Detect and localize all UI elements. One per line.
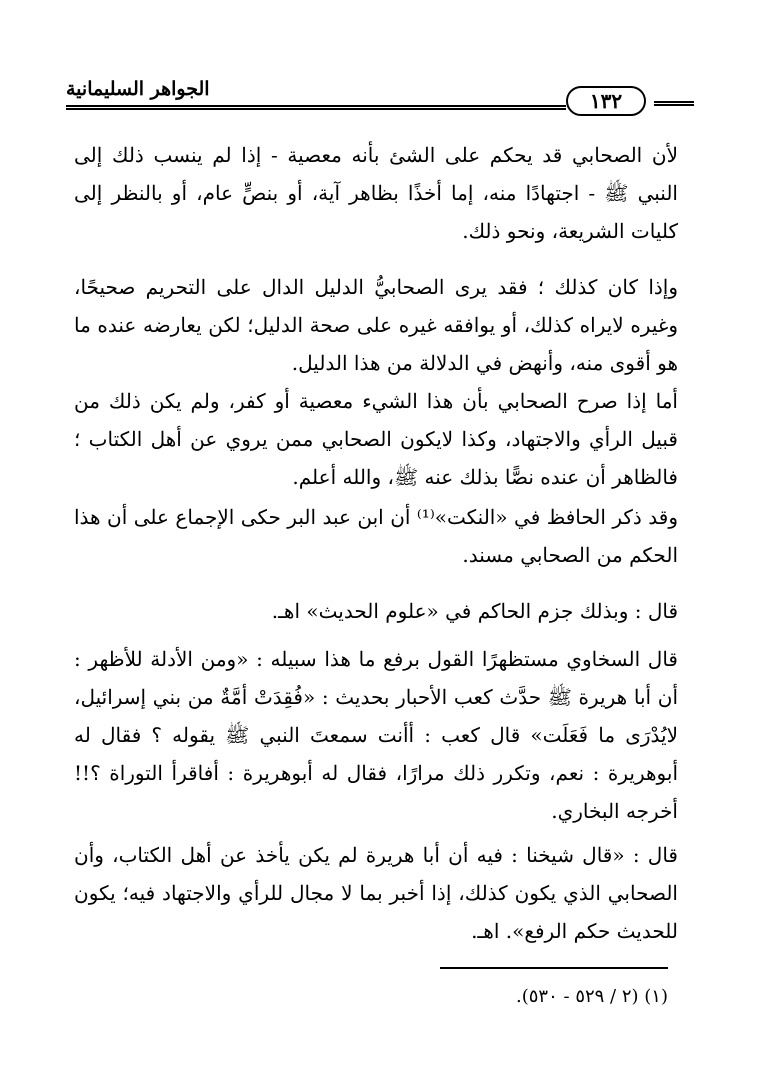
header-dash <box>654 101 694 106</box>
footnote: (١) (٢ / ٥٢٩ - ٥٣٠). <box>516 986 668 1007</box>
footnote-rule <box>440 967 668 969</box>
header-rule <box>66 105 566 110</box>
page-number: ١٣٢ <box>566 86 646 116</box>
paragraph-3: أما إذا صرح الصحابي بأن هذا الشيء معصية أو كفر، ولم يكن ذلك من قبيل الرأي والاجتهاد، وكذا لايكون الصحابي ممن يروي عن أهل الكتاب ؛ فالظاهر أن عنده نصًّا بذلك عنه ﷺ، والله أعلم. <box>74 389 678 489</box>
paragraph-2: وإذا كان كذلك ؛ فقد يرى الصحابيُّ الدليل الدال على التحريم صحيحًا، وغيره لايراه كذلك، أو يوافقه غيره على صحة الدليل؛ لكن يعارضه عنده ما هو أقوى منه، وأنهض في الدلالة من هذا الدليل. <box>74 275 678 375</box>
paragraph-5: قال : وبذلك جزم الحاكم في «علوم الحديث» اهـ. <box>271 599 678 623</box>
paragraph-7: قال : «قال شيخنا : فيه أن أبا هريرة لم يكن يأخذ عن أهل الكتاب، وأن الصحابي الذي يكون كذلك، إذا أخبر بما لا مجال للرأي والاجتهاد فيه؛ يكون للحديث حكم الرفع». اهـ. <box>74 843 678 943</box>
book-title: الجواهر السليمانية <box>66 78 210 100</box>
paragraph-6: قال السخاوي مستظهرًا القول برفع ما هذا سبيله : «ومن الأدلة للأظهر : أن أبا هريرة ﷺ حدَّث كعب الأحبار بحديث : «فُقِدَتْ أمَّةٌ من بني إسرائيل، لايُدْرَى ما فَعَلَت» قال كعب : أأنت سمعتَ النبي ﷺ يقوله ؟ فقال له أبوهريرة : نعم، وتكرر ذلك مرارًا، فقال له أبوهريرة : أفاقرأ التوراة ؟!! أخرجه البخاري. <box>74 647 678 823</box>
paragraph-1: لأن الصحابي قد يحكم على الشئ بأنه معصية - إذا لم ينسب ذلك إلى النبي ﷺ - اجتهادًا منه، إما أخذًا بظاهر آية، أو بنصٍّ عام، أو بالنظر إلى كليات الشريعة، ونحو ذلك. <box>74 143 678 243</box>
paragraph-4: وقد ذكر الحافظ في «النكت»⁽¹⁾ أن ابن عبد البر حكى الإجماع على أن هذا الحكم من الصحابي مسند. <box>74 505 678 567</box>
running-header <box>66 78 694 116</box>
